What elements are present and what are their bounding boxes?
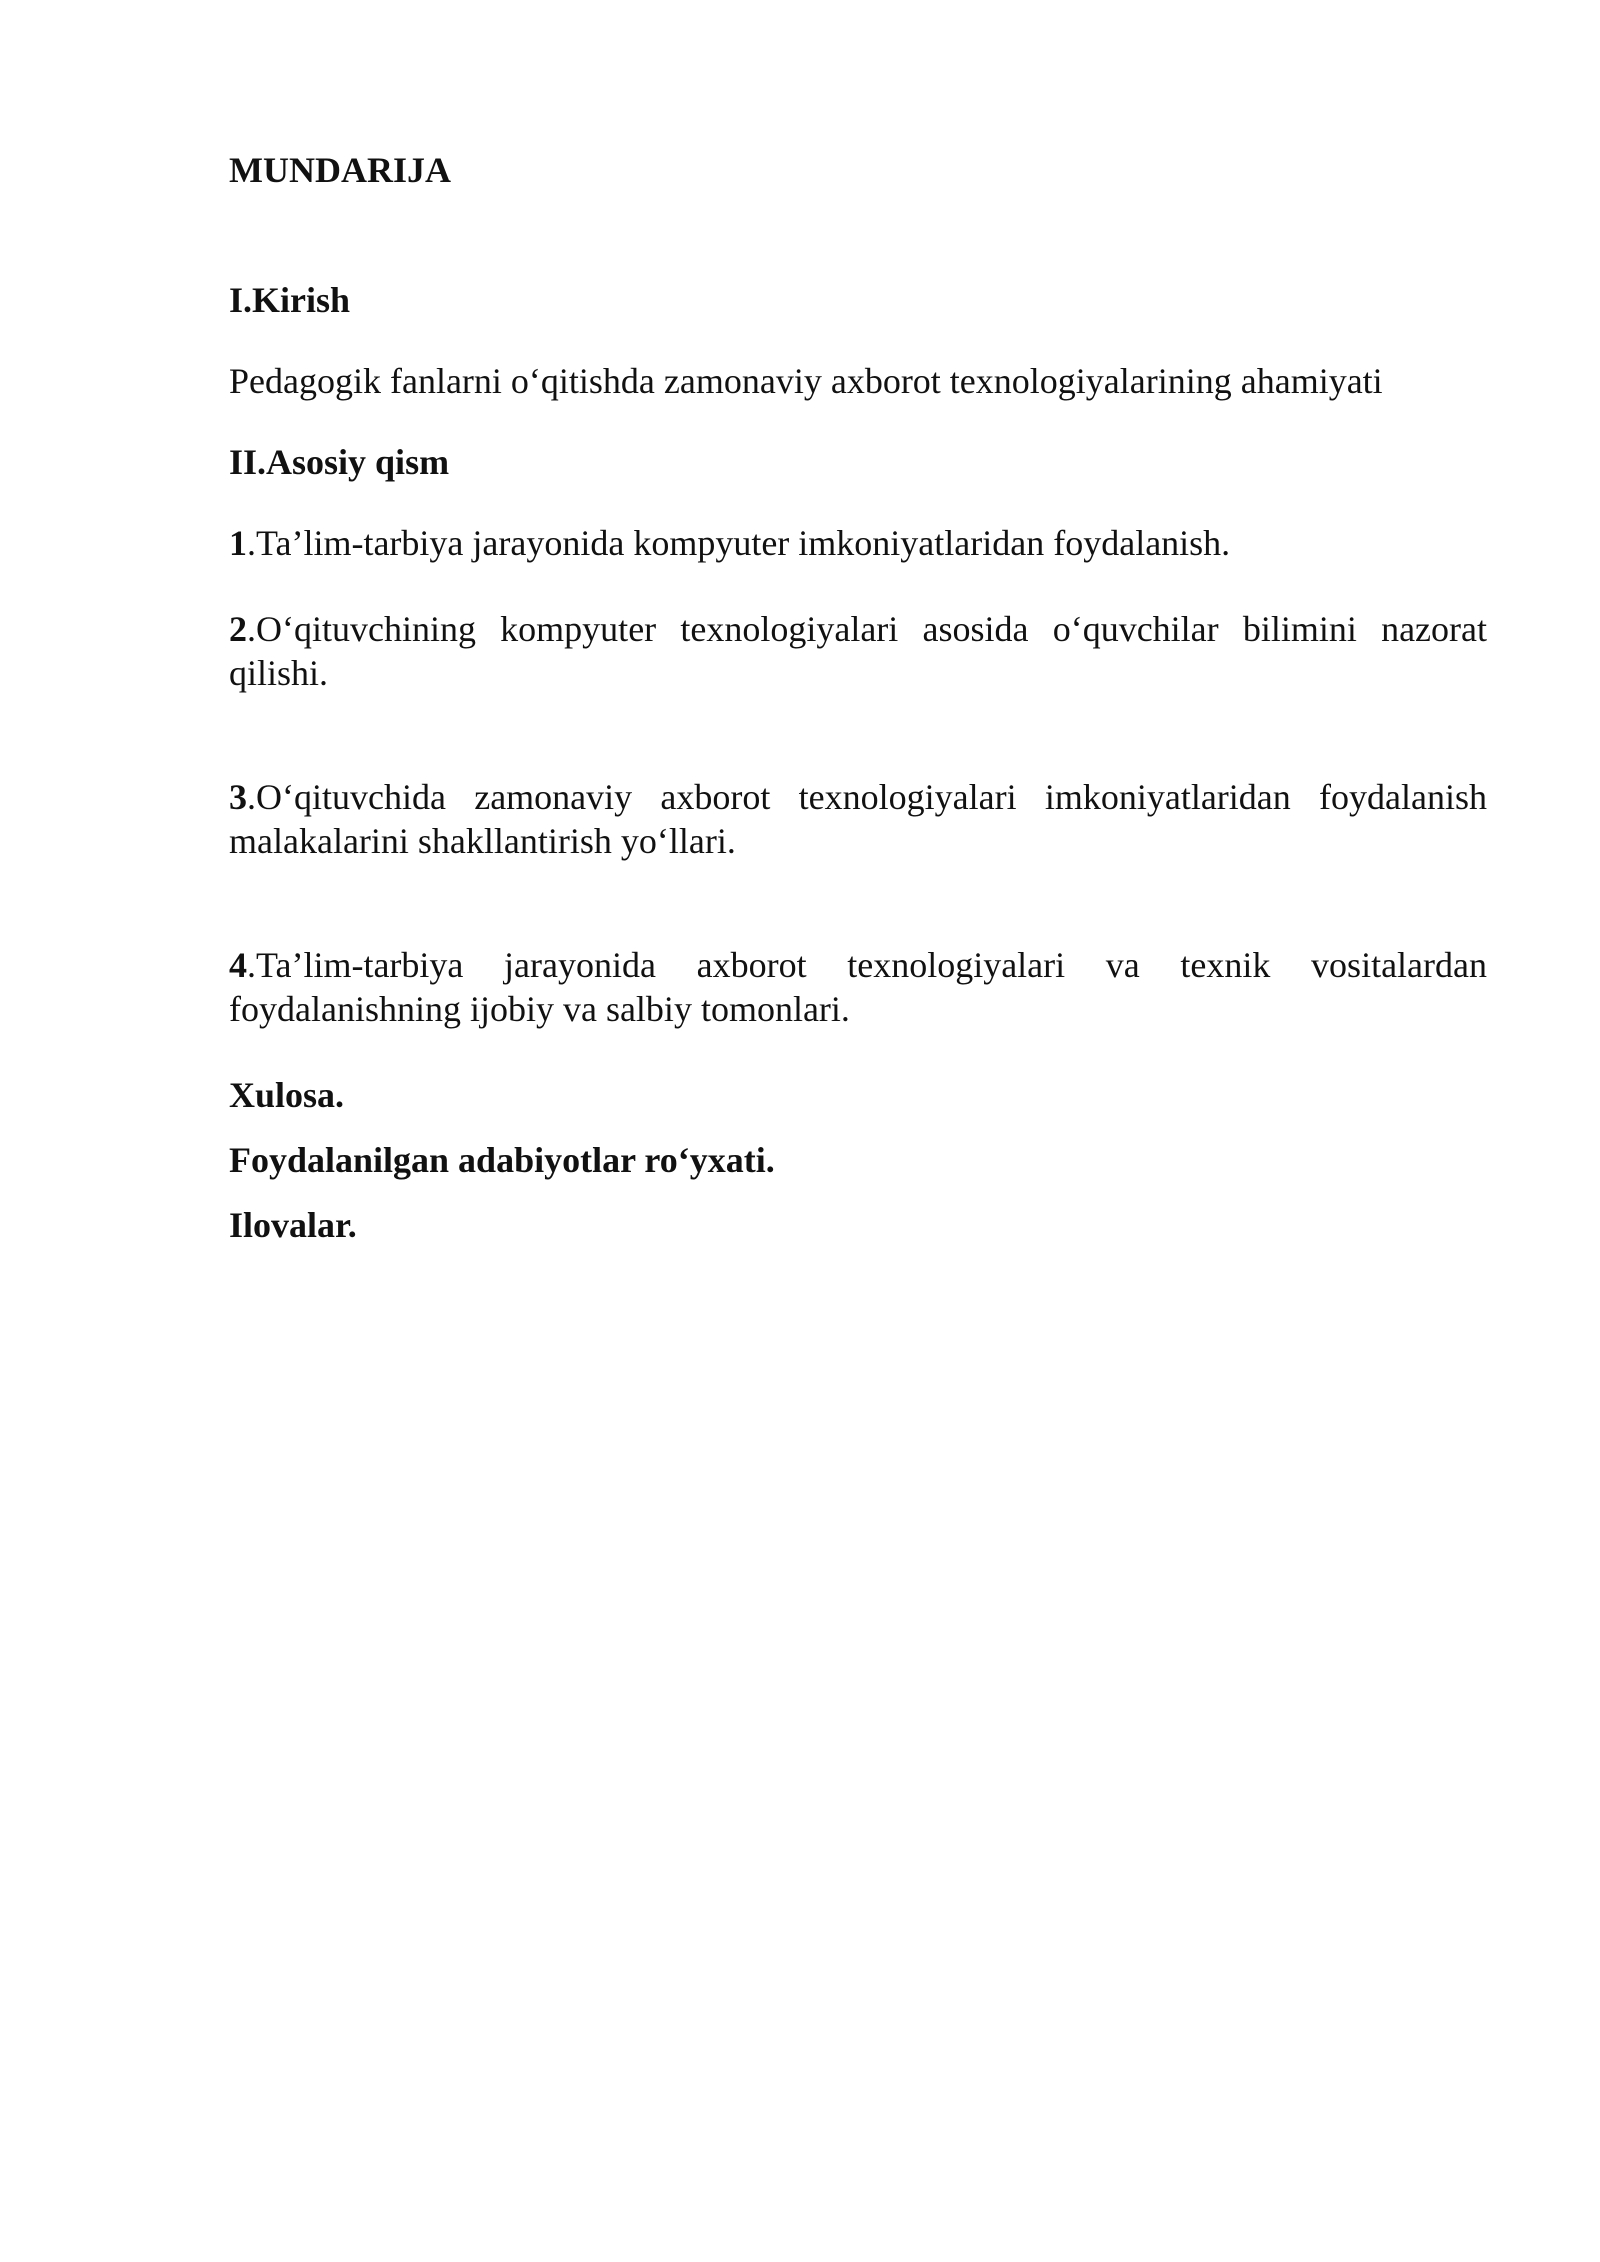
toc-item-4 <box>229 943 1487 1031</box>
toc-item-text: .Ta’lim-tarbiya jarayonida kompyuter imkoniyatlaridan foydalanish. <box>247 523 1231 563</box>
section-heading-main-part: II.Asosiy qism <box>229 442 450 482</box>
toc-item-text: .O‘qituvchida zamonaviy axborot texnologiyalari imkoniyatlaridan foydalanish malakalarini shakllantirish yo‘llari. <box>229 777 1487 861</box>
introduction-topic: Pedagogik fanlarni o‘qitishda zamonaviy axborot texnologiyalarining ahamiyati <box>229 361 1383 401</box>
table-of-contents <box>229 148 1487 1247</box>
toc-conclusion: Xulosa. <box>229 1075 345 1115</box>
toc-item-number: 2 <box>229 609 247 649</box>
toc-appendices: Ilovalar. <box>229 1205 357 1245</box>
toc-item-1 <box>229 521 1487 565</box>
toc-item-2 <box>229 607 1487 695</box>
toc-item-text: .O‘qituvchining kompyuter texnologiyalari asosida o‘quvchilar bilimini nazorat qilishi. <box>229 609 1487 693</box>
section-heading-introduction: I.Kirish <box>229 280 351 320</box>
toc-item-number: 3 <box>229 777 247 817</box>
toc-title: MUNDARIJA <box>229 150 451 190</box>
toc-item-number: 1 <box>229 523 247 563</box>
toc-item-3 <box>229 775 1487 863</box>
toc-references: Foydalanilgan adabiyotlar ro‘yxati. <box>229 1140 775 1180</box>
toc-item-number: 4 <box>229 945 247 985</box>
toc-item-text: .Ta’lim-tarbiya jarayonida axborot texnologiyalari va texnik vositalardan foydalanishning ijobiy va salbiy tomonlari. <box>229 945 1487 1029</box>
